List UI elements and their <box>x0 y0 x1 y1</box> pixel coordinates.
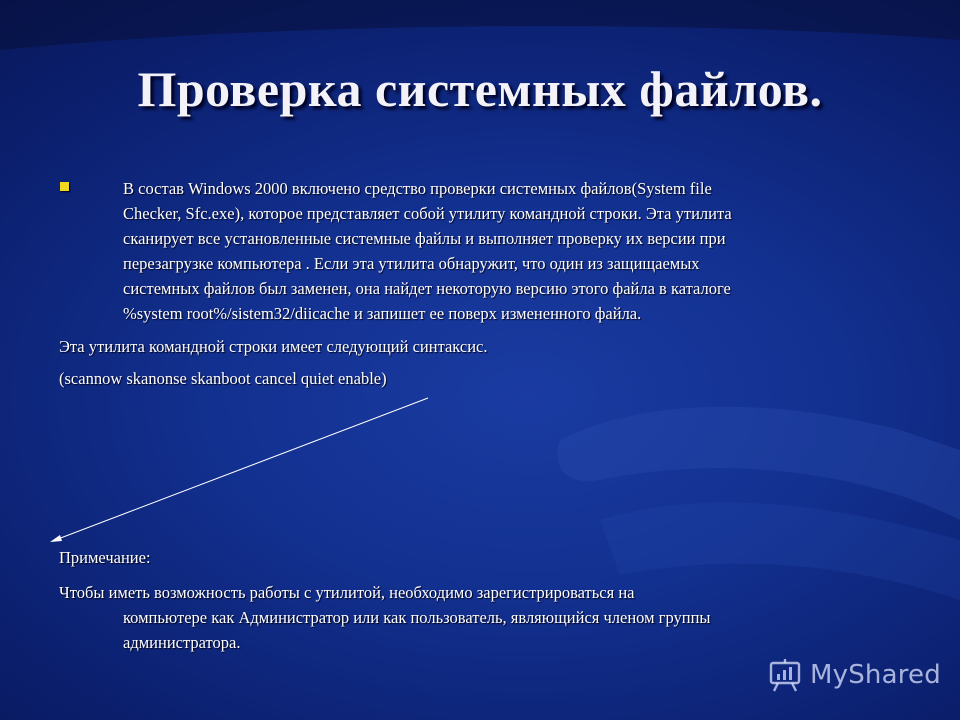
bullet-paragraph <box>123 176 903 326</box>
bullet-line: сканирует все установленные системные файлы и выполняет проверку их версии при <box>123 229 726 248</box>
note-title: Примечание: <box>59 548 151 567</box>
note-line: компьютере как Администратор или как пользователь, являющийся членом группы <box>123 608 711 627</box>
note-continuation <box>123 605 903 655</box>
slide-title: Проверка системных файлов. <box>137 61 823 117</box>
bullet-line: системных файлов был заменен, она найдет некоторую версию этого файла в каталоге <box>123 279 731 298</box>
syntax-line: Эта утилита командной строки имеет следующий синтаксис. <box>59 337 488 356</box>
bullet-line: В состав Windows 2000 включено средство проверки системных файлов(System file <box>123 179 712 198</box>
note-first-line: Чтобы иметь возможность работы с утилитой, необходимо зарегистрироваться на <box>59 583 635 602</box>
watermark <box>768 655 941 695</box>
watermark-text: MyShared <box>810 660 941 690</box>
bullet-line: Checker, Sfc.exe), которое представляет собой утилиту командной строки. Эта утилита <box>123 204 732 223</box>
note-line: администратора. <box>123 633 241 652</box>
bullet-line: %system root%/sistem32/diicache и запишет ее поверх измененного файла. <box>123 304 642 323</box>
bullet-marker <box>60 182 69 191</box>
presentation-chart-icon <box>768 658 802 692</box>
bullet-line: перезагрузке компьютера . Если эта утилита обнаружит, что один из защищаемых <box>123 254 700 273</box>
command-line: (scannow skanonse skanboot cancel quiet enable) <box>59 369 387 388</box>
